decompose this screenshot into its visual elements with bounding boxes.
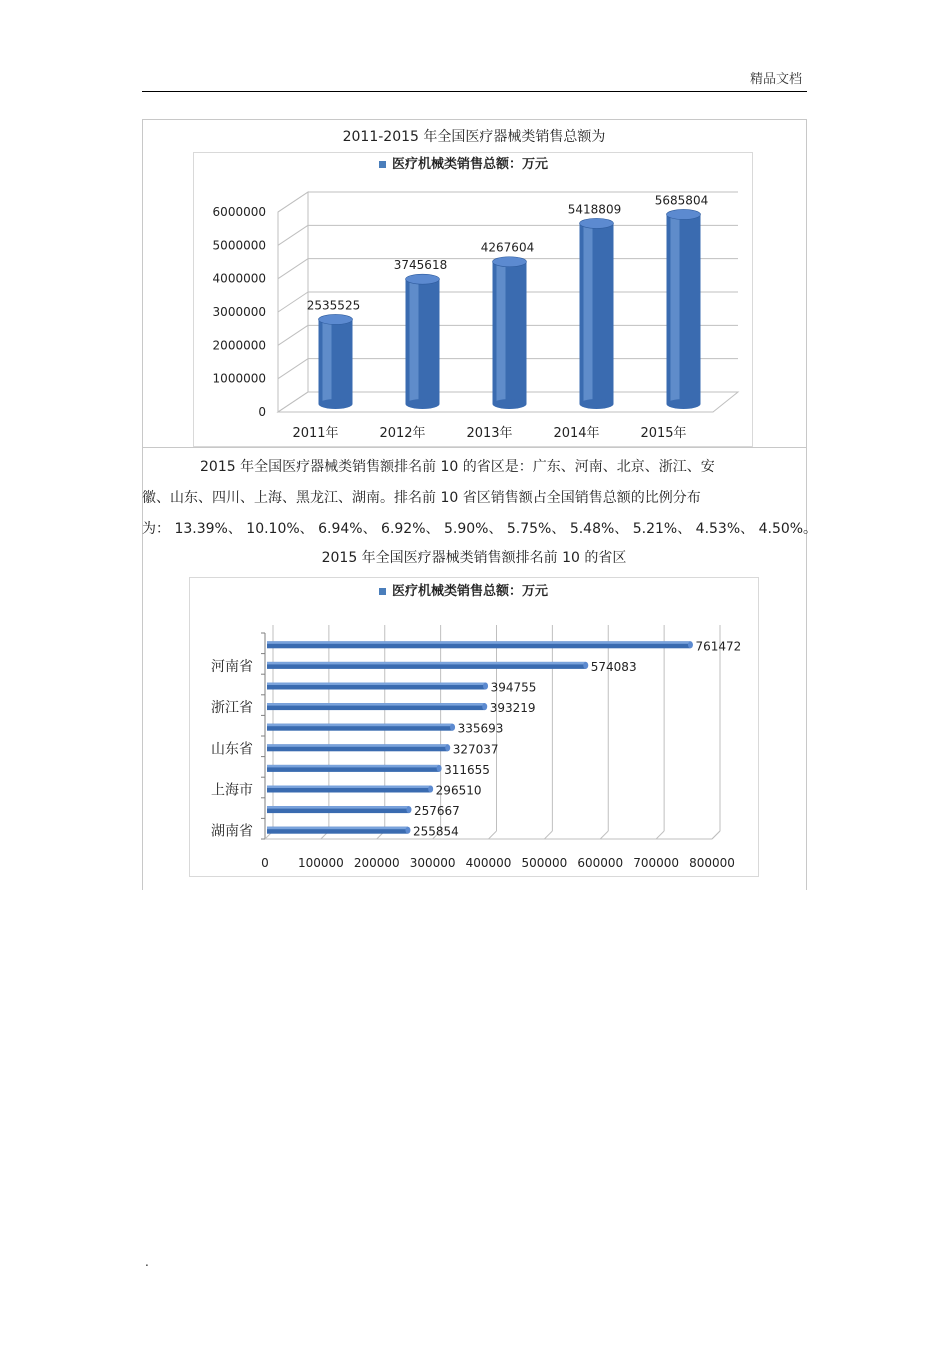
chart2-bar xyxy=(267,683,488,690)
chart1-bar-top xyxy=(406,274,440,284)
chart2-value-label: 574083 xyxy=(590,659,637,674)
chart1-bar xyxy=(580,218,614,409)
chart1-bar-base xyxy=(493,399,527,409)
chart1-bar-base xyxy=(406,399,440,409)
figure-frame-top xyxy=(142,119,806,120)
chart2-bar-end xyxy=(437,765,442,772)
chart2-value-label: 327037 xyxy=(452,742,499,757)
chart2-value-label: 393219 xyxy=(489,701,536,716)
chart2-bar xyxy=(267,786,433,793)
chart2-xtick-label: 600000 xyxy=(577,856,624,870)
chart2-bar-highlight xyxy=(267,641,690,644)
chart2-bar-highlight xyxy=(267,703,485,706)
chart1-value-label: 2535525 xyxy=(306,298,361,313)
chart2-xtick-label: 100000 xyxy=(297,856,344,870)
chart2-caption: 2015 年全国医疗器械类销售额排名前 10 的省区 xyxy=(321,550,627,566)
chart2-bar-end xyxy=(483,683,488,690)
chart1-bar-top xyxy=(580,218,614,228)
chart2-bar-end xyxy=(405,827,410,834)
chart2-bar-end xyxy=(428,786,433,793)
chart2-bar xyxy=(267,827,410,834)
chart2-bar-highlight xyxy=(267,683,486,686)
figure-frame-right xyxy=(806,119,807,890)
chart2-legend-label: 医疗机械类销售总额：万元 xyxy=(392,584,549,599)
chart2-value-label: 761472 xyxy=(695,639,742,654)
chart2-top10-provinces xyxy=(189,577,759,877)
chart2-value-label: 335693 xyxy=(457,721,504,736)
chart2-xtick-label: 300000 xyxy=(409,856,456,870)
chart1-ytick-label: 5000000 xyxy=(212,238,266,253)
paragraph-line-2: 徽、山东、四川、上海、黑龙江、湖南。排名前 10 省区销售额占全国销售总额的比例分布 xyxy=(142,490,701,506)
chart1-caption: 2011-2015 年全国医疗器械类销售总额为 xyxy=(342,129,606,145)
chart2-bar-end xyxy=(445,744,450,751)
paragraph-line-1: 2015 年全国医疗器械类销售额排名前 10 的省区是：广东、河南、北京、浙江、安 xyxy=(200,459,715,475)
chart2-xtick-label: 400000 xyxy=(465,856,512,870)
chart1-bar-highlight xyxy=(497,262,506,404)
chart2-category-label: 山东省 xyxy=(211,741,253,758)
chart1-category-label: 2013年 xyxy=(466,426,513,441)
chart2-legend-swatch xyxy=(379,588,386,595)
chart1-bar xyxy=(319,314,353,409)
chart2-bar-highlight xyxy=(267,662,586,665)
chart1-category-label: 2014年 xyxy=(553,426,600,441)
footer-dot: . xyxy=(145,1255,149,1269)
chart1-ytick-label: 0 xyxy=(258,405,266,419)
chart2-bar-highlight xyxy=(267,724,453,727)
chart1-bar-highlight xyxy=(671,214,680,404)
chart1-category-label: 2011年 xyxy=(292,426,339,441)
chart1-bar-highlight xyxy=(410,279,419,404)
chart2-xtick-label: 500000 xyxy=(521,856,568,870)
chart1-ytick-label: 6000000 xyxy=(212,205,266,219)
chart2-bar xyxy=(267,641,693,648)
chart1-category-label: 2012年 xyxy=(379,426,426,441)
chart2-bar-highlight xyxy=(267,806,409,809)
chart1-bar-base xyxy=(667,399,701,409)
chart2-bar-end xyxy=(482,703,487,710)
chart2-value-label: 296510 xyxy=(435,783,482,798)
figure-frame-divider xyxy=(142,447,806,448)
chart1-ytick-label: 2000000 xyxy=(212,338,266,353)
chart1-legend-swatch xyxy=(379,161,386,168)
paragraph-line-3: 为： 13.39%、 10.10%、 6.94%、 6.92%、 5.90%、 5.75%、 5.48%、 5.21%、 4.53%、 4.50%。 xyxy=(142,521,818,537)
chart1-value-label: 5418809 xyxy=(567,202,622,217)
chart1-category-label: 2015年 xyxy=(640,426,687,441)
chart2-value-label: 255854 xyxy=(412,824,459,839)
chart1-value-label: 4267604 xyxy=(480,240,535,255)
chart2-xtick-label: 800000 xyxy=(689,856,735,870)
chart2-xtick-label: 200000 xyxy=(353,856,400,870)
chart1-bar-top xyxy=(667,209,701,219)
header-rule xyxy=(142,91,807,92)
chart2-bar-end xyxy=(406,806,411,813)
chart2-category-label: 上海市 xyxy=(211,782,253,799)
chart2-category-label: 浙江省 xyxy=(211,700,253,717)
chart2-xtick-label: 700000 xyxy=(633,856,680,870)
chart1-legend-label: 医疗机械类销售总额：万元 xyxy=(392,157,549,172)
chart2-bar-highlight xyxy=(267,827,408,830)
chart2-bar-highlight xyxy=(267,744,448,747)
chart2-bar xyxy=(267,662,588,669)
chart2-value-label: 394755 xyxy=(490,680,537,695)
chart1-bar xyxy=(667,209,701,409)
chart1-ytick-label: 4000000 xyxy=(212,271,266,286)
chart1-bar-highlight xyxy=(323,319,332,404)
chart1-bar xyxy=(493,257,527,409)
chart2-bar-highlight xyxy=(267,786,431,789)
chart2-bar-end xyxy=(583,662,588,669)
chart2-value-label: 257667 xyxy=(413,804,460,819)
chart2-category-label: 湖南省 xyxy=(211,823,253,840)
chart2-bar-end xyxy=(688,641,693,648)
chart2-bar-end xyxy=(450,724,455,731)
chart2-bar xyxy=(267,744,450,751)
chart2-bar xyxy=(267,724,455,731)
chart1-sales-by-year xyxy=(193,152,753,447)
chart1-value-label: 3745618 xyxy=(393,258,448,273)
chart1-bar-highlight xyxy=(584,223,593,404)
chart2-bar-highlight xyxy=(267,765,439,768)
chart2-bar xyxy=(267,703,487,710)
chart2-category-label: 河南省 xyxy=(211,658,253,675)
chart2-bar xyxy=(267,765,442,772)
chart1-value-label: 5685804 xyxy=(654,193,709,208)
chart2-xtick-label: 0 xyxy=(261,856,269,870)
chart1-bar xyxy=(406,274,440,409)
chart1-bar-top xyxy=(319,314,353,324)
header-label: 精品文档 xyxy=(749,72,802,87)
chart1-bar-base xyxy=(580,399,614,409)
chart1-bar-base xyxy=(319,399,353,409)
chart1-ytick-label: 3000000 xyxy=(212,305,266,319)
chart2-bar xyxy=(267,806,411,813)
chart1-bar-top xyxy=(493,257,527,267)
chart2-value-label: 311655 xyxy=(444,762,490,777)
chart1-ytick-label: 1000000 xyxy=(212,371,266,386)
